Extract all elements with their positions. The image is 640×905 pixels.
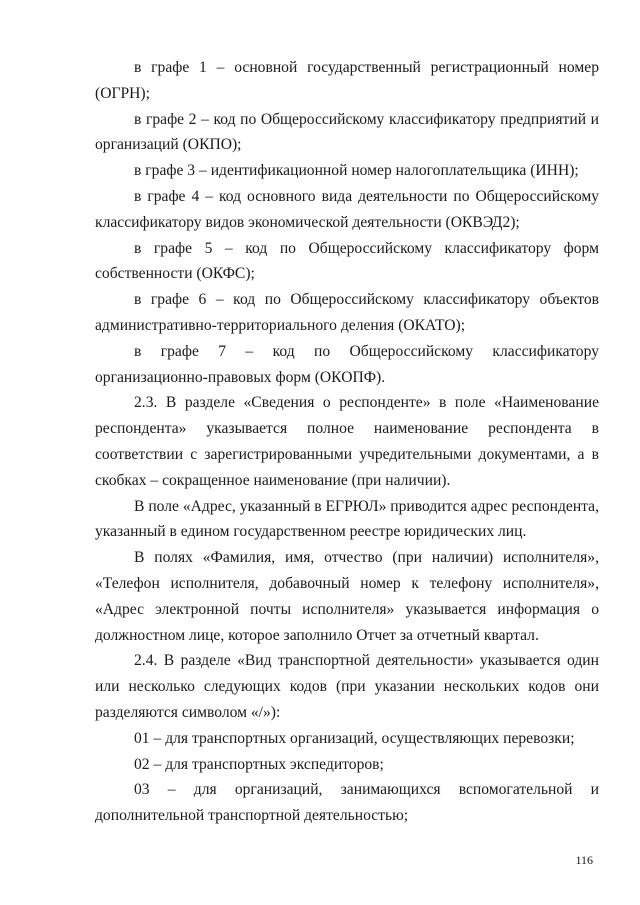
paragraph-graph-2: в графе 2 – код по Общероссийскому классификатору предприятий и организаций (ОКПО); (95, 110, 599, 154)
paragraph-code-02: 02 – для транспортных экспедиторов; (134, 755, 384, 773)
paragraph-graph-1: в графе 1 – основной государственный регистрационный номер (ОГРН); (95, 59, 599, 102)
page-number: 116 (575, 853, 593, 867)
paragraph-graph-4: в графе 4 – код основного вида деятельности по Общероссийскому классификатору видов экономической деятельности (ОКВЭД2); (95, 187, 599, 231)
paragraph-graph-7: в графе 7 – код по Общероссийскому классификатору организационно-правовых форм (ОКОПФ). (95, 342, 599, 386)
paragraph-section-2-3: 2.3. В разделе «Сведения о респонденте» в поле «Наименование респондента» указывается полное наименование респондента в соответствии с зарегистрированными учредительными документами, а в скобках – сокращенное наименование (при наличии). (95, 394, 599, 489)
paragraph-address-field: В поле «Адрес, указанный в ЕГРЮЛ» приводится адрес респондента, указанный в едином государственном реестре юридических лиц. (95, 497, 599, 541)
paragraph-graph-5: в графе 5 – код по Общероссийскому классификатору форм собственности (ОКФС); (95, 239, 599, 283)
paragraph-code-03: 03 – для организаций, занимающихся вспомогательной и дополнительной транспортной деятельностью; (95, 781, 599, 825)
paragraph-graph-6: в графе 6 – код по Общероссийскому классификатору объектов административно-территориального деления (ОКАТО); (95, 291, 599, 334)
paragraph-executor-fields: В полях «Фамилия, имя, отчество (при наличии) исполнителя», «Телефон исполнителя, добавочный номер к телефону исполнителя», «Адрес электронной почты исполнителя» указывается информация о должностном лице, которое заполнило Отчет за отчетный квартал. (95, 549, 599, 644)
paragraph-code-01: 01 – для транспортных организаций, осуществляющих перевозки; (134, 729, 575, 747)
document-body (95, 55, 599, 829)
paragraph-section-2-4: 2.4. В разделе «Вид транспортной деятельности» указывается один или несколько следующих кодов (при указании нескольких кодов они разделяются символом «/»): (95, 652, 599, 721)
paragraph-graph-3: в графе 3 – идентификационной номер налогоплательщика (ИНН); (134, 162, 579, 180)
